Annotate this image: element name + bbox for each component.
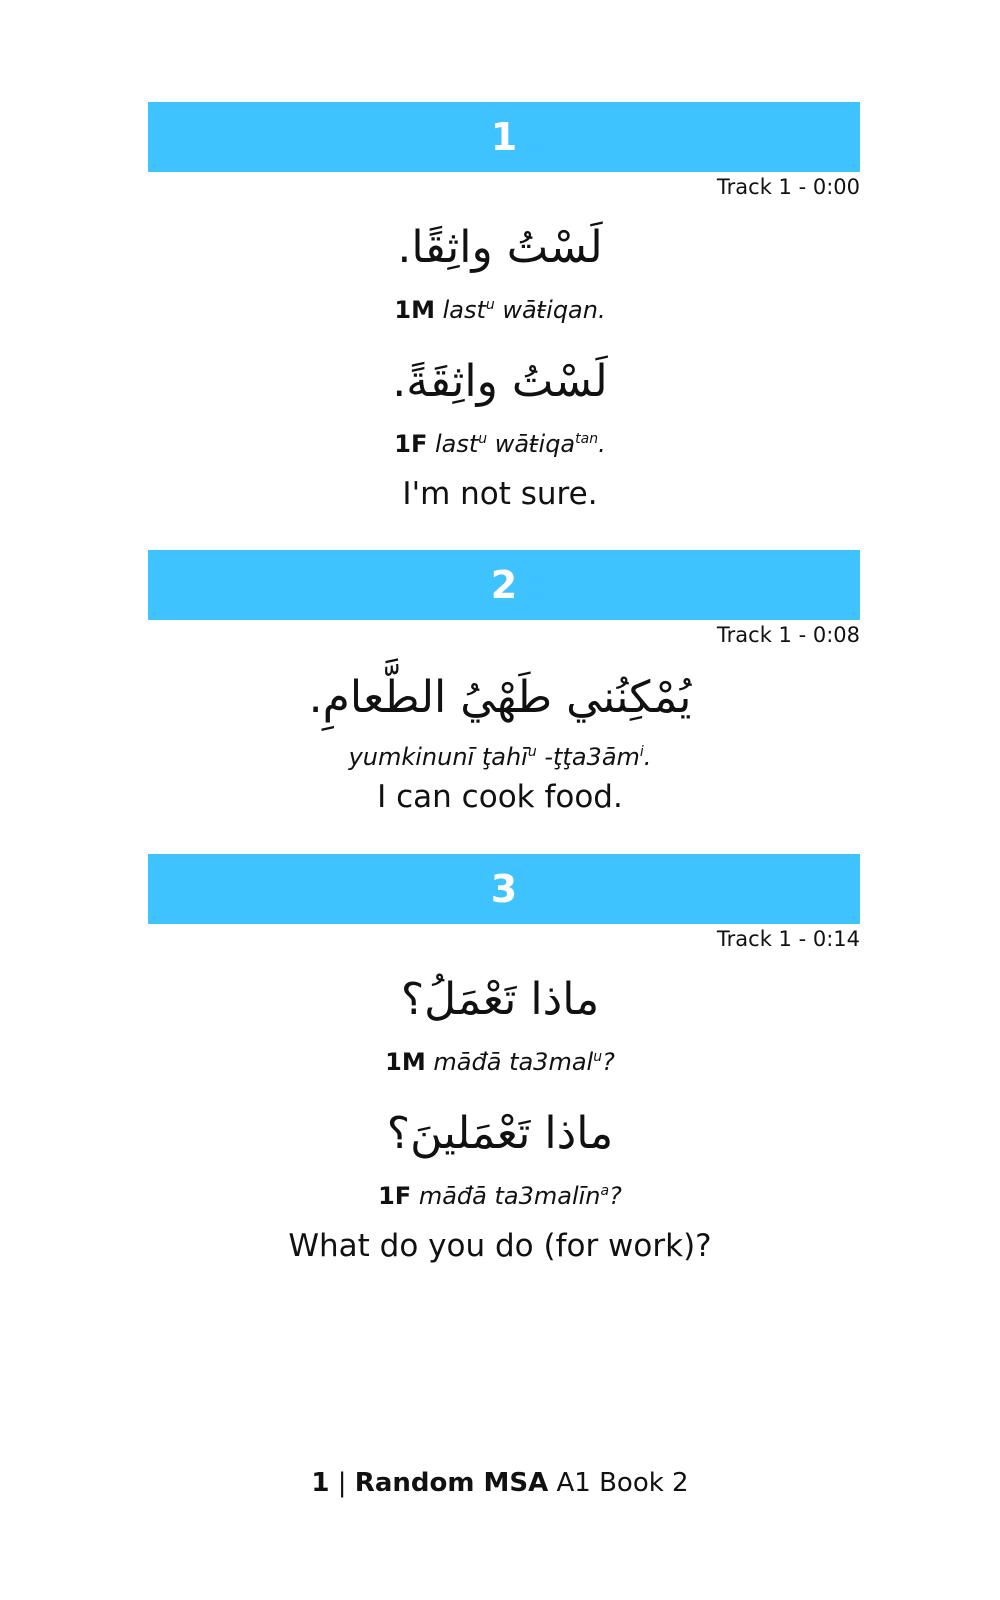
translit-text: last$^u$ wāŧiqa$^{tan}$. [434, 430, 606, 458]
book-title-bold: Random MSA [354, 1468, 549, 1498]
section-header-3 [148, 854, 860, 924]
gender-tag: 1F [378, 1182, 412, 1210]
section-header-2 [148, 550, 860, 620]
translit-text: last$^u$ wāŧiqan. [442, 296, 606, 324]
transliteration [0, 740, 1000, 774]
section-number: 1 [490, 115, 518, 159]
arabic-sentence: ماذا تَعْمَلينَ؟ [386, 1108, 614, 1159]
arabic-sentence: لَسْتُ واثِقَةً. [392, 356, 608, 407]
page-number: 1 [311, 1468, 330, 1498]
gender-tag: 1F [394, 430, 428, 458]
section-header-1 [148, 102, 860, 172]
transliteration [0, 427, 1000, 461]
english-translation: I'm not sure. [402, 476, 598, 512]
section-number: 2 [490, 563, 518, 607]
footer-separator: | [329, 1468, 355, 1498]
section-number: 3 [490, 867, 518, 911]
translit-text: māđā ta3mal$^u$? [433, 1048, 615, 1076]
arabic-sentence: ماذا تَعْمَلُ؟ [400, 974, 600, 1025]
page-footer [0, 1466, 1000, 1500]
arabic-sentence: لَسْتُ واثِقًا. [397, 222, 603, 273]
transliteration [0, 293, 1000, 327]
translit-text: yumkinunī ţahī$^u$ $-ţţa3ām^i$. [348, 743, 652, 771]
track-timestamp: Track 1 - 0:00 [716, 175, 860, 199]
transliteration [0, 1045, 1000, 1079]
translit-text: māđā ta3malīn$^a$? [418, 1182, 622, 1210]
gender-tag: 1M [385, 1048, 426, 1076]
book-title-rest: A1 Book 2 [548, 1468, 689, 1498]
english-translation: What do you do (for work)? [288, 1228, 712, 1264]
gender-tag: 1M [394, 296, 435, 324]
track-timestamp: Track 1 - 0:14 [716, 927, 860, 951]
arabic-sentence: يُمْكِنُني طَهْيُ الطَّعامِ. [308, 672, 692, 723]
track-timestamp: Track 1 - 0:08 [716, 623, 860, 647]
transliteration [0, 1179, 1000, 1213]
english-translation: I can cook food. [377, 779, 623, 815]
